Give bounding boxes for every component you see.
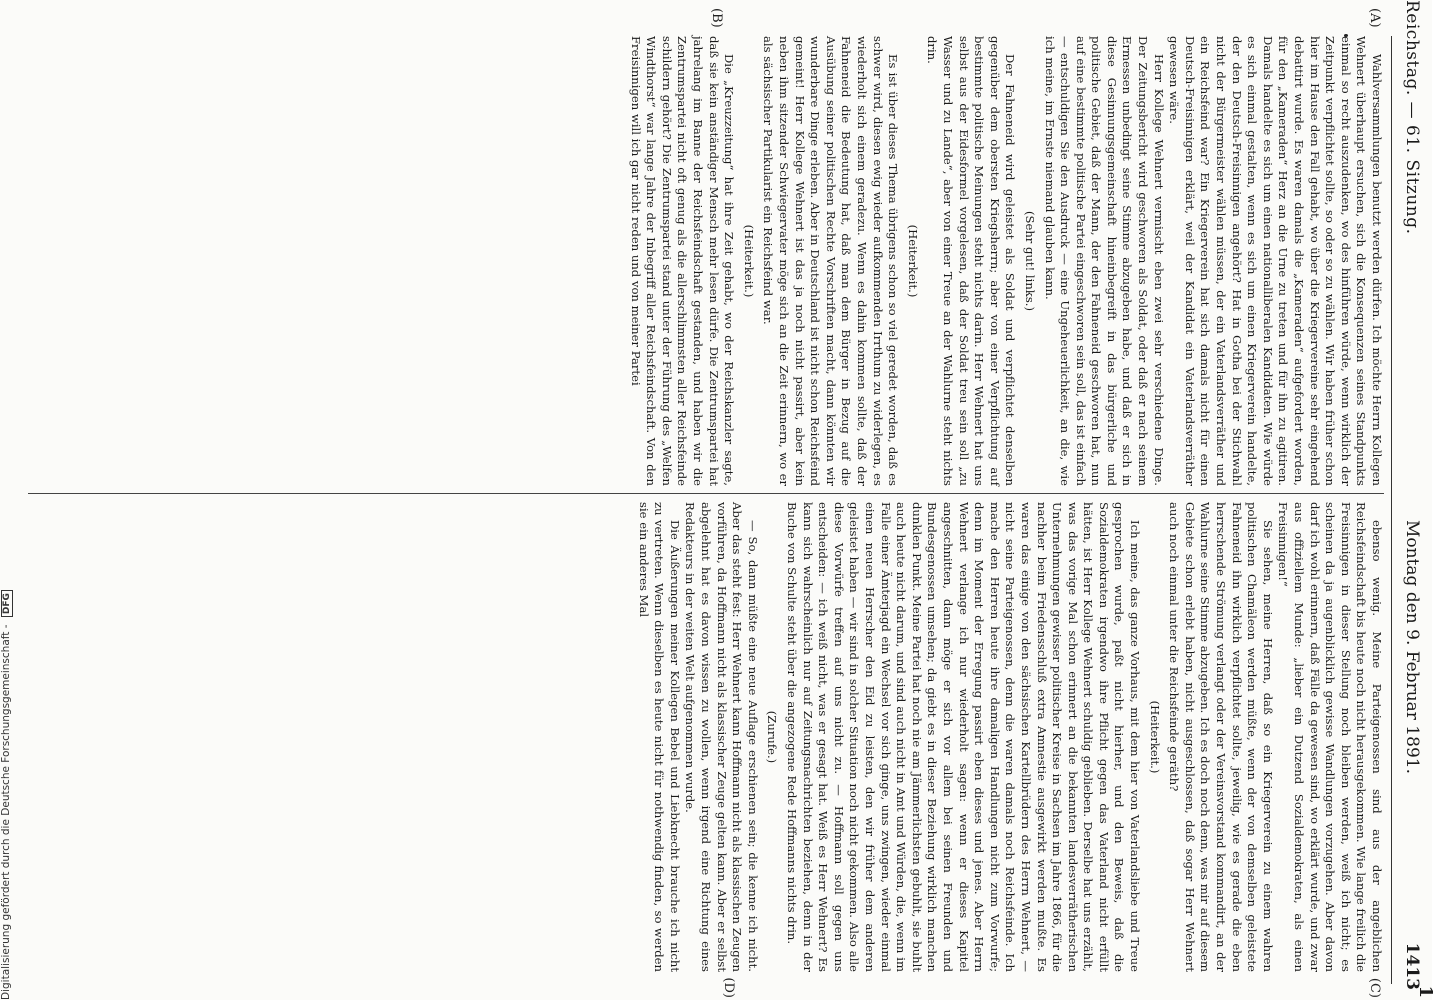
paragraph: Herr Kollege Wehnert vermischt eben zwei sehr verschiedene Dinge. Der Zeitungsbericht wird geschworen als Soldat, oder daß er nach seinem Ermessen unbedingt seine Stimme abzugeben habe, und daß er sich in diese Gesinnungsgemeinschaft hineinbegreift in das bürgerliche und politische Gebiet, daß der Mann, der den Fahneneid geschworen hat, nun auf eine bestimmte politische Partei eingeschworen sein soll, das ist einfach — entschuldigen Sie den Ausdruck — eine Ungeheuerlichkeit, an die, wie ich meine, im Ernste niemand glauben kann.: [1042, 36, 1166, 486]
paragraph: ebenso wenig. Meine Parteigenossen sind aus der angeblichen Reichsfeindschaft bis heute noch nicht herausgekommen. Wie lange freilich die Freisinnigen in dieser Stellung noch bleiben werden, weiß ich nicht; es scheinen da ja augenblicklich gewisse Wandlungen vorzugehen. Aber davon darf ich wohl erinnern, daß Fälle da gewesen sind, wo erklärt wurde, und zwar aus offiziellem Munde: „lieber ein Dutzend Sozialdemokraten, als einen Freisinnigen!“: [1276, 502, 1384, 972]
margin-mark-a: (A): [1367, 8, 1382, 28]
reaction: (Heiterkeit.): [1147, 700, 1162, 774]
digitization-credit: [0, 0, 16, 1000]
edge-mark: 1: [1415, 985, 1436, 998]
reaction: (Heiterkeit.): [741, 224, 756, 298]
margin-mark-c: (C): [1367, 977, 1382, 998]
right-column: [22, 502, 1384, 972]
header-date: Montag den 9. Februar 1891.: [1402, 520, 1422, 774]
paragraph: Die Äußerungen meiner Kollegen Bebel und Liebknecht brauche ich nicht zu vertreten. Wenn dieselben es heute nicht für nothwendig finden, so werden sie ein anderes Mal: [636, 502, 682, 972]
paragraph: — So, dann müßte eine neue Auflage erschienen sein; die kenne ich nicht. Aber das steht fest: Herr Wehnert kann Hoffmann nicht als klassischen Zeugen vorführen, da Hoffmann nicht als klassischer Zeuge gelten kann. Aber er selbst abgelehnt hat es davon wissen zu wollen, wenn irgend eine Richtung eines Redakteurs in der weiten Welt aufgenommen wurde.: [683, 502, 760, 972]
reaction: (Heiterkeit.): [905, 224, 920, 298]
paragraph: Ich meine, das ganze Vorhaus, mit dem hier von Vaterlandsliebe und Treue gesprochen wurde, paßt nicht hierher, und den Beweis, daß die Sozialdemokraten irgendwo ihre Pflicht gegen das Vaterland nicht erfüllt hätten, ist Herr Kollege Wehnert schuldig geblieben. Derselbe hat uns erzählt, was das vorige Mal schon erinnert an die bekannten landesverrätherischen Unternehmungen gewisser politischer Kreise in Sachsen im Jahre 1866, für die nachher beim Friedensschluß extra Amnestie ausgewirkt werden mußte. Es waren das einige von den sächsischen Kartellbrüdern des Herrn Wehnert, — nicht seine Parteigenossen, denn die waren damals noch Reichsfeinde. Ich mache den Herren heute ihre damaligen Handlungen nicht zum Vorwurfe; denn im Moment der Erregung passirt eben dieses und jenes. Aber Herrn Wehnert verlange ich nur wiederholt sagen: wenn er dieses Kapitel angeschnitten, dann möge er sich vor allem bei seinen Freunden und Bundesgenossen umsehen; da giebt es in dieser Beziehung wirklich manchen dunklen Punkt. Meine Partei hat noch nie am Jämmerlichsten gebuhlt, sie buhlt auch heute nicht darum, und sind auch nicht in Amt und Würden, die, wenn im Falle einer Ämterjagd ein Wechsel vor sich ginge, uns zwingen, wieder einmal einen neuen Herrscher den Eid zu leisten, den wir früher dem anderen geleistet haben — wir sind in solcher Situation noch nicht gekommen. Also alle diese Vorwürfe treffen auf uns nicht zu. — Hoffmann soll gegen uns entscheiden: — ich weiß nicht, was er gesagt hat. Weiß es Herr Wehnert? Es kann sich wahrscheinlich nur auf Zeitungsnachrichten beziehen, denn in der Buche von Schulte steht über die angezogene Rede Hoffmanns nichts drin.: [785, 502, 1143, 972]
header-session: Reichstag. — 61. Sitzung.: [1402, 0, 1422, 235]
margin-mark-b: (B): [709, 8, 724, 28]
reaction: (Zurufe.): [765, 710, 780, 764]
rotated-scan: [4, 0, 1436, 1000]
column-divider: [28, 493, 1384, 494]
dfg-logo: DFG: [1, 590, 13, 617]
credit-text: Digitalisierung gefördert durch die Deutsche Forschungsgemeinschaft -: [0, 624, 12, 1000]
margin-mark-d: (D): [721, 977, 736, 998]
header-rule: [1391, 36, 1392, 984]
paragraph: Wahlversammlungen benutzt werden dürfen. Ich möchte Herrn Kollegen Wehnert überhaupt ersuchen, sich die Konsequenzen seines Standpunkts einmal so recht auszudenken, wo des hinführen würde, wenn wirklich der Zeitpunkt verpflichtet sollte, so oder so zu wählen. Wir haben früher schon hier im Hause den Fall gehabt, wo über die Kriegervereine sehr eingehend debattirt wurde. Es waren damals die „Kameraden“ aufgefordert worden, für den „Kameraden“ Herz an die Urne zu treten und für ihn zu agitiren. Damals handelte es sich um einen nationalliberalen Kandidaten. Wie würde es sich einmal gestalten, wenn es sich um einen Kriegerverein handelte, der den Deutsch-Freisinnigen angehört? Hat in Gotha bei der Stichwahl nicht der Bürgermeister wählen müssen, der ein Vaterlandsverräther und ein Reichsfeind war? Ein Kriegerverein hat sich damals nicht für einen Deutsch-Freisinnigen erklärt, weil der Kandidat ein Vaterlandsverräther gewesen wäre.: [1167, 36, 1384, 486]
reaction: (Sehr gut! links.): [1022, 211, 1037, 311]
paragraph: Die „Kreuzzeitung“ hat ihre Zeit gehabt, wo der Reichskanzler sagte, daß sie kein anständiger Mensch mehr lesen dürfe. Die Zentrumspartei hat jahrelang im Banne der Reichsfeindschaft gestanden, und haben wir die Zentrumspartei nicht oft genug als die allerschlimmsten aller Reichsfeinde schildern gehört? Die Zentrumspartei stand unter der Führung des „Welfen Windthorst“ war lange Jahre der Inbegriff aller Reichsfeindschaft. Von den Freisinnigen will ich gar nicht reden und von meiner Partei: [628, 36, 737, 486]
left-column: [22, 36, 1384, 486]
paragraph: Der Fahneneid wird geleistet als Soldat und verpflichtet denselben gegenüber dem obersten Kriegsherrn; aber von einer Verpflichtung auf bestimmte politische Meinungen steht nichts darin. Herr Wehnert hat uns selbst aus der Eidesformel vorgelesen, daß der Soldat treu sein soll „zu Wasser und zu Lande“, aber von einer Treue an der Wahlurne steht nichts drin.: [925, 36, 1018, 486]
paragraph: Sie sehen, meine Herren, daß so ein Kriegerverein zu einem wahren politischen Chamäleon werden müßte, wenn der von demselben geleistete Fahneneid ihn wirklich verpflichtet sollte, jeweilig, wie es gerade die eben herrschende Strömung verlangt oder der Vereinsvorstand kommandirt, an der Wahlurne seine Stimme abzugeben. Ich es doch noch denn, was mir auf diesem Gebiete schon erlebt haben, nicht ausgeschlossen, daß sogar Herr Wehnert auch noch einmal unter die Reichsfeinde geräth?: [1167, 502, 1275, 972]
paragraph: Es ist über dieses Thema übrigens schon so viel geredet worden, daß es schwer wird, diesen ewig wieder aufkommenden Irrthum zu widerlegen, es wiederholt sich einem geradezu. Wenn es dahin kommen sollte, daß der Fahneneid die Bedeutung hat, daß man dem Bürger in Bezug auf die Ausübung seiner politischen Rechte Vorschriften macht, dann könnten wir wunderbare Dinge erleben. Aber in Deutschland ist nicht schon Reichsfeind gemeint! Herr Kollege Wehnert ist das ja noch nicht passirt, aber kein neben ihm sitzender Schwiegervater möge sich an die Zeit erinnern, wo er als sächsischer Partikularist ein Reichsfeind war.: [761, 36, 901, 486]
page-number: 1413: [1402, 942, 1422, 990]
